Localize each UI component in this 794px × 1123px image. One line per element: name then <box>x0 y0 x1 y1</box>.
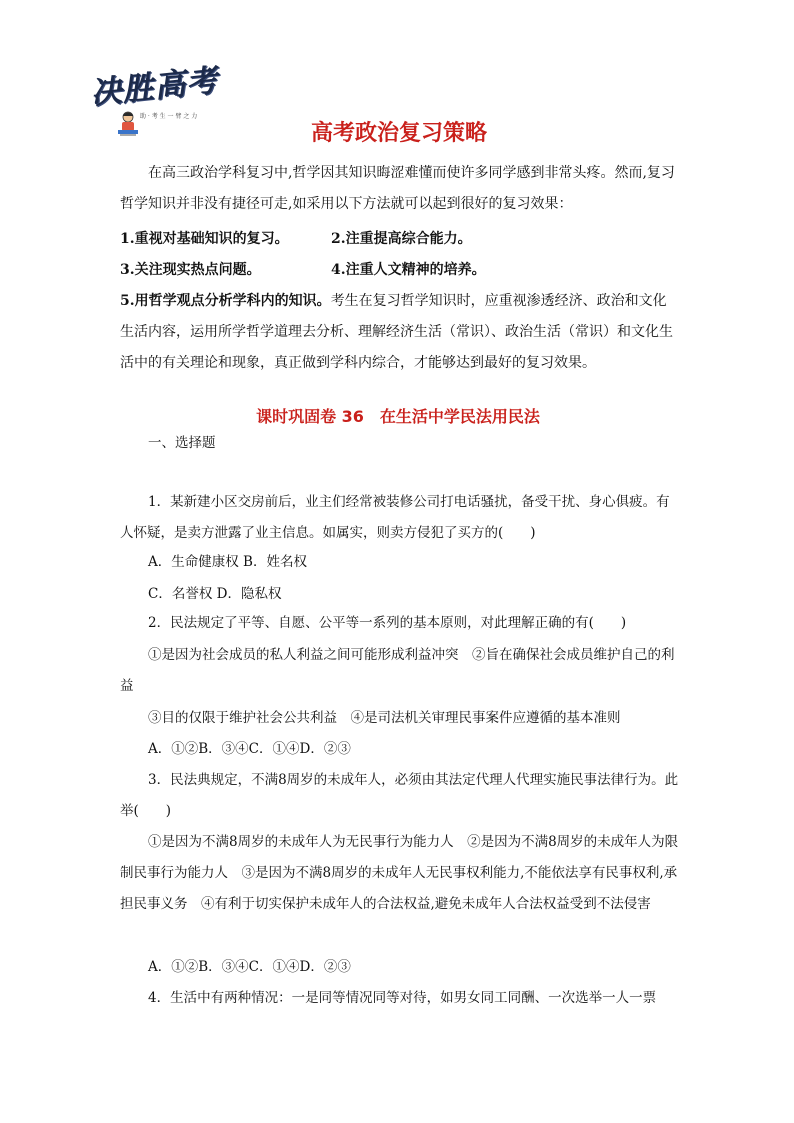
question-2-options: A．①②B．③④C．①④D．②③ <box>148 741 351 757</box>
question-1-options-ab: A．生命健康权 B．姓名权 <box>148 554 307 570</box>
question-3-options: A．①②B．③④C．①④D．②③ <box>148 959 351 975</box>
section-title: 课时巩固卷 36 在生活中学民法用民法 <box>256 407 540 426</box>
page-title: 高考政治复习策略 <box>310 121 487 146</box>
method-4: 4.注重人文精神的培养。 <box>331 262 486 278</box>
intro-paragraph-2 <box>120 286 680 379</box>
method-5-text: 考生在复习哲学知识时，应重视渗透经济、政治和文化生活内容，运用所学哲学道理去分析、理解经济生活（常识）、政治生活（常识）和文化生活中的有关理论和现象，真正做到学科内综合，才能够达到最好的复习效果。 <box>120 293 673 371</box>
method-2: 2.注重提高综合能力。 <box>331 231 472 247</box>
question-2: 2．民法规定了平等、自愿、公平等一系列的基本原则，对此理解正确的有( ) <box>148 615 627 631</box>
question-1: 1．某新建小区交房前后，业主们经常被装修公司打电话骚扰，备受干扰、身心俱疲。有人怀疑，是卖方泄露了业主信息。如属实，则卖方侵犯了买方的( ) <box>120 494 670 541</box>
question-4: 4．生活中有两种情况：一是同等情况同等对待，如男女同工同酬、一次选举一人一票 <box>148 990 657 1006</box>
question-3-statements: ①是因为不满8周岁的未成年人为无民事行为能力人 ②是因为不满8周岁的未成年人为限制民事行为能力人 ③是因为不满8周岁的未成年人无民事权利能力,不能依法享有民事权利,承担民事义务 ④有利于切实保护未成年人的合法权益,避免未成年人合法权益受到不法侵害 <box>120 834 679 912</box>
intro-paragraph-1: 在高三政治学科复习中,哲学因其知识晦涩难懂而使许多同学感到非常头疼。然而,复习哲学知识并非没有捷径可走,如采用以下方法就可以起到很好的复习效果： <box>120 165 675 212</box>
method-5: 5.用哲学观点分析学科内的知识。 <box>120 293 331 309</box>
logo-subtitle: 助 · 考 生 一 臂 之 力 <box>140 113 198 120</box>
question-2-statement-1: ①是因为社会成员的私人利益之间可能形成利益冲突 ②旨在确保社会成员维护自己的利益 <box>120 647 675 694</box>
question-1-options-cd: C．名誉权 D．隐私权 <box>148 586 282 602</box>
logo-text: 决胜高考 <box>88 62 220 112</box>
question-2-statement-2: ③目的仅限于维护社会公共利益 ④是司法机关审理民事案件应遵循的基本准则 <box>148 710 621 726</box>
method-3: 3.关注现实热点问题。 <box>120 262 261 278</box>
method-1: 1.重视对基础知识的复习。 <box>120 231 289 247</box>
part-heading: 一、选择题 <box>148 435 216 451</box>
question-3: 3．民法典规定，不满8周岁的未成年人，必须由其法定代理人代理实施民事法律行为。此举( ) <box>120 772 679 819</box>
